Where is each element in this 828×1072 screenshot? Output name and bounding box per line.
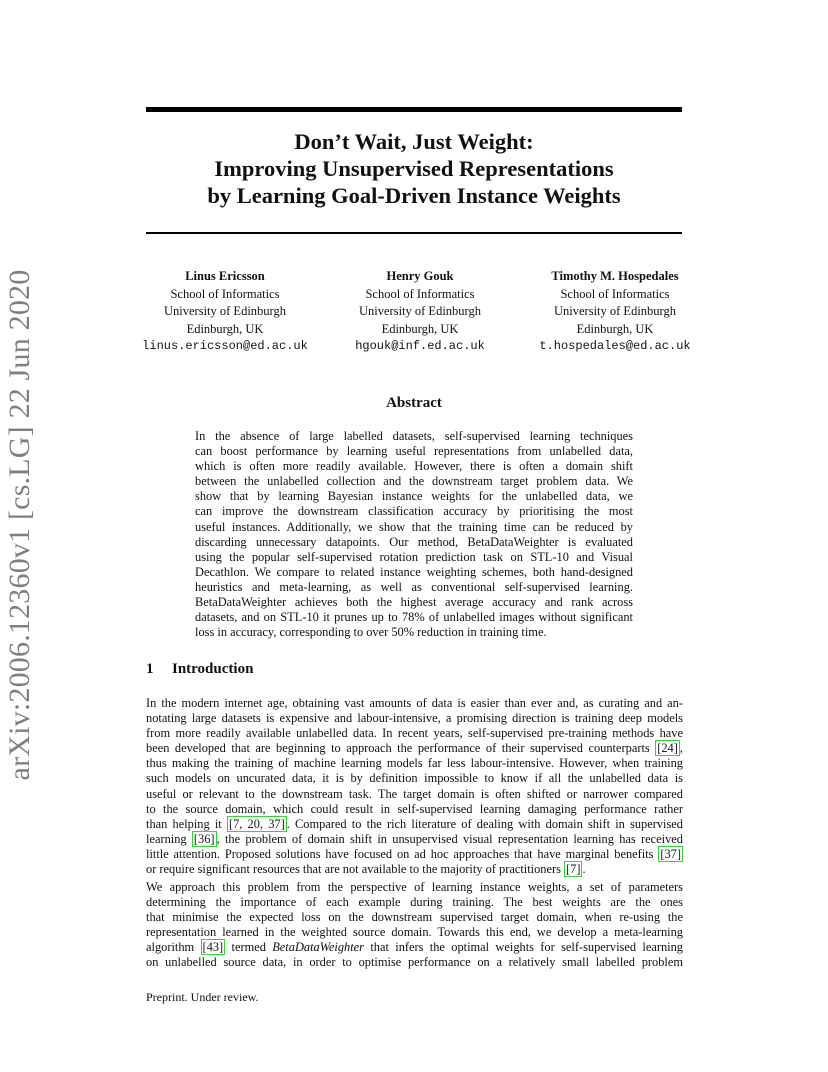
line-text: such models on uncurated data, it is by definition impossible to know if all the unlabelled data is: [146, 771, 683, 786]
line-text: .: [582, 862, 586, 877]
line-text: . Compared to the rich literature of dealing with domain shift in supervised: [286, 816, 683, 831]
abstract-line: In the absence of large labelled datasets, self-supervised learning techniques: [195, 429, 633, 443]
paragraph-line: [146, 940, 683, 955]
abstract-line: datasets, and on STL-10 it prunes up to 78% of unlabelled images without significant: [195, 610, 633, 625]
abstract-line: which is often more readily available. However, there is often a domain shift: [195, 459, 633, 474]
section-title: Introduction: [172, 661, 254, 677]
line-text: learning: [146, 831, 192, 846]
line-text: , the problem of domain shift in unsupervised visual representation learning has received: [216, 831, 683, 846]
section-number: 1: [146, 661, 154, 677]
citation-link[interactable]: [24]: [657, 741, 678, 756]
author-location: Edinburgh, UK: [576, 321, 654, 336]
title-line: by Learning Goal-Driven Instance Weights: [207, 183, 621, 208]
author-name: Henry Gouk: [386, 269, 454, 283]
paragraph-line: [146, 771, 683, 786]
line-text: to the source domain, which could result in self-supervised learning damaging performance rather: [146, 801, 683, 816]
intro-paragraph-1: [146, 696, 683, 877]
paragraph-line: [146, 862, 683, 877]
line-text: on unlabelled source data, in order to optimise performance on a relatively small labelled problem: [146, 955, 683, 970]
line-text: thus making the training of machine learning models far less labour-intensive. However, when training: [146, 756, 683, 771]
citation-link[interactable]: [43]: [202, 940, 224, 955]
line-text: than helping it: [146, 816, 227, 831]
line-text: from more readily available unlabelled data. In recent years, self-supervised pre-training methods have: [146, 726, 683, 741]
intro-paragraph-2: [146, 880, 683, 971]
line-text: We approach this problem from the perspective of learning instance weights, a set of parameters: [146, 880, 683, 894]
author-block: [130, 268, 710, 356]
citation-link[interactable]: [37]: [660, 846, 681, 861]
author-university: University of Edinburgh: [164, 304, 286, 318]
author-name: Linus Ericsson: [185, 269, 265, 283]
citation-link[interactable]: [36]: [193, 831, 215, 846]
line-text: that minimise the expected loss on the downstream supervised target domain, when re-using the: [146, 910, 683, 925]
author-hospedales: [520, 268, 710, 356]
author-location: Edinburgh, UK: [186, 321, 264, 336]
line-text: In the modern internet age, obtaining vast amounts of data is easier than ever and, as curating and an-: [146, 696, 683, 710]
abstract-line: using the popular self-supervised rotation prediction task on STL-10 and Visual: [195, 549, 633, 564]
arxiv-stamp-text: arXiv:2006.12360v1 [cs.LG] 22 Jun 2020: [3, 269, 36, 781]
line-text: notating large datasets is expensive and labour-intensive, a promising direction is training deep models: [146, 711, 683, 726]
line-text: little attention. Proposed solutions have focused on ad hoc approaches that have marginal benefits: [146, 846, 659, 861]
paragraph-line: [146, 741, 683, 756]
author-affiliation: School of Informatics: [170, 286, 280, 301]
author-affiliation: School of Informatics: [365, 286, 475, 301]
paragraph-line: [146, 880, 683, 895]
abstract-line: between the unlabelled collection and the downstream target problem data. We: [195, 474, 633, 489]
section-heading-introduction: [146, 661, 253, 678]
paragraph-line: [146, 726, 683, 741]
author-email[interactable]: t.hospedales@ed.ac.uk: [539, 339, 691, 353]
citation-link[interactable]: [7]: [566, 862, 581, 877]
paragraph-line: [146, 802, 683, 817]
paragraph-line: [146, 696, 683, 711]
abstract-line: loss in accuracy, corresponding to over 50% reduction in training time.: [195, 625, 547, 640]
paragraph-line: [146, 895, 683, 910]
author-name: Timothy M. Hospedales: [551, 269, 679, 283]
author-ericsson: [130, 268, 320, 356]
paragraph-line: [146, 910, 683, 925]
paper-title: [146, 128, 682, 209]
abstract-line: discarding unnecessary datapoints. Our method, BetaDataWeighter is evaluated: [195, 534, 633, 549]
line-text: useful or relevant to the downstream task. The target domain is often shifted or narrower compared: [146, 786, 683, 801]
paragraph-line: [146, 787, 683, 802]
line-text: that infers the optimal weights for self-supervised learning: [364, 940, 683, 955]
author-email[interactable]: linus.ericsson@ed.ac.uk: [142, 339, 308, 353]
author-affiliation: School of Informatics: [560, 286, 670, 301]
line-text: been developed that are beginning to approach the performance of their supervised counterparts: [146, 741, 656, 756]
paragraph-line: [146, 756, 683, 771]
line-text: determining the importance of each example during training. The best weights are the ones: [146, 895, 683, 910]
paragraph-line: [146, 847, 683, 862]
abstract-line: show that by learning Bayesian instance weights for the unlabelled data, we: [195, 489, 633, 504]
line-text: or require significant resources that are not available to the majority of practitioners: [146, 862, 565, 877]
abstract-line: can boost performance by learning useful representations from unlabelled data,: [195, 444, 633, 459]
paragraph-line: [146, 955, 683, 970]
abstract-line: can improve the downstream classification accuracy by prioritising the most: [195, 504, 633, 519]
author-email[interactable]: hgouk@inf.ed.ac.uk: [355, 339, 485, 353]
line-text: ,: [679, 741, 683, 756]
method-name: BetaDataWeighter: [272, 940, 365, 955]
line-text: algorithm: [146, 940, 201, 955]
abstract-line: Decathlon. We compare to related instance weighting schemes, both hand-designed: [195, 564, 633, 579]
line-text: termed: [225, 940, 273, 955]
line-text: representation learned in the weighted source domain. Towards this end, we develop a meta-learning: [146, 925, 683, 940]
abstract-heading: Abstract: [386, 395, 442, 411]
abstract-line: BetaDataWeighter achieves both the highest average accuracy and rank across: [195, 595, 633, 610]
author-gouk: [330, 268, 510, 356]
abstract-line: heuristics and meta-learning, as well as conventional self-supervised learning.: [195, 579, 633, 594]
paragraph-line: [146, 711, 683, 726]
title-line: Improving Unsupervised Representations: [214, 156, 614, 181]
paragraph-line: [146, 817, 683, 832]
author-location: Edinburgh, UK: [381, 321, 459, 336]
author-university: University of Edinburgh: [554, 304, 676, 318]
title-top-rule: [146, 107, 682, 112]
abstract-line: useful instances. Additionally, we show that the training time can be reduced by: [195, 519, 633, 534]
citation-link[interactable]: [7, 20, 37]: [228, 816, 285, 831]
author-university: University of Edinburgh: [359, 304, 481, 318]
title-line: Don’t Wait, Just Weight:: [294, 129, 534, 154]
preprint-footer: Preprint. Under review.: [146, 990, 259, 1004]
abstract-body: [195, 429, 633, 640]
paragraph-line: [146, 832, 683, 847]
paragraph-line: [146, 925, 683, 940]
title-bottom-rule: [146, 232, 682, 234]
